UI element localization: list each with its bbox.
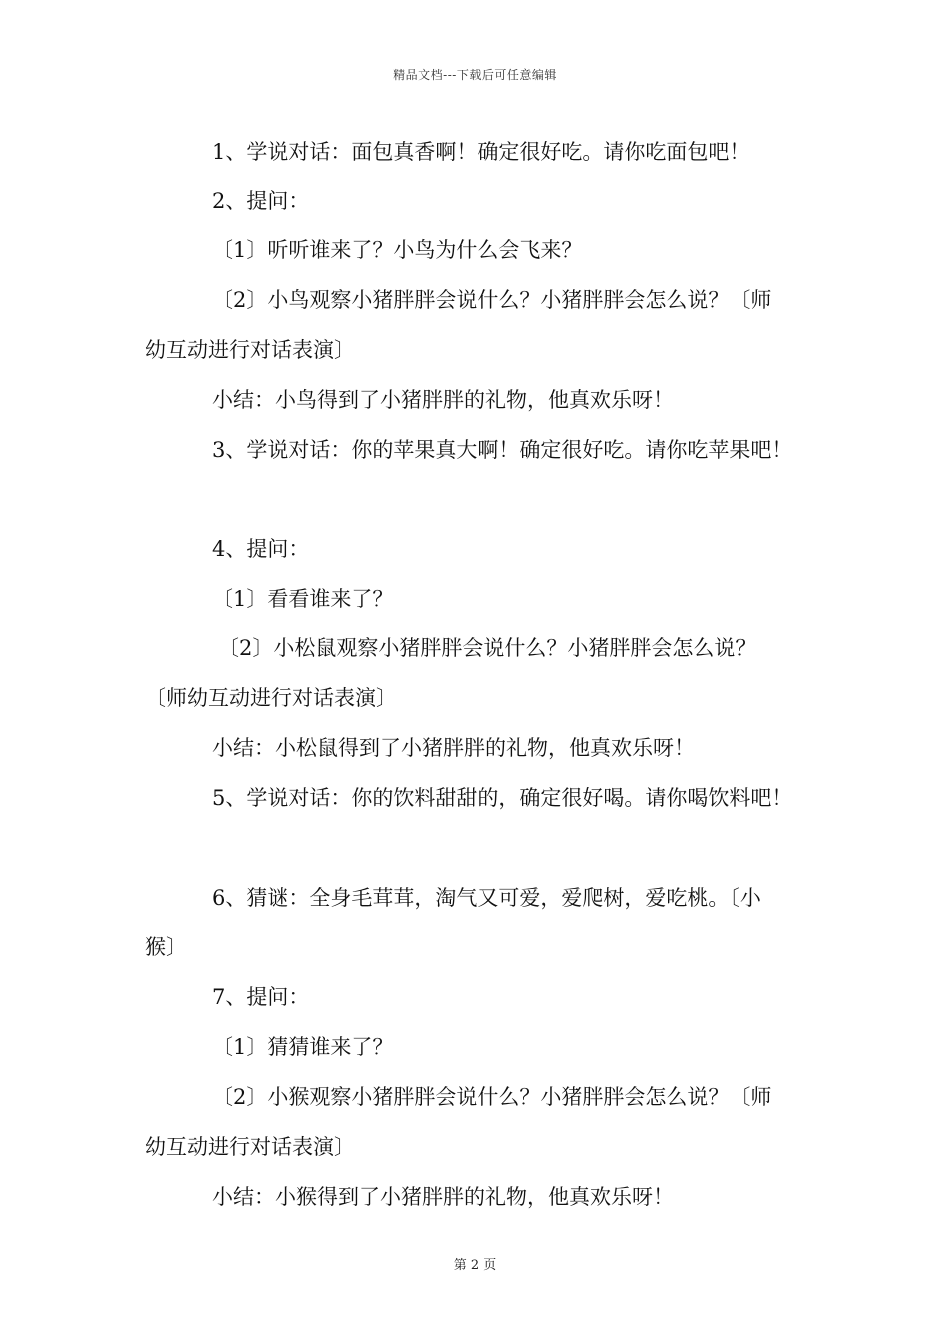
body-line: 5、学说对话：你的饮料甜甜的，确定很好喝。请你喝饮料吧！ — [212, 786, 793, 810]
body-line: 3、学说对话：你的苹果真大啊！确定很好吃。请你吃苹果吧！ — [212, 438, 793, 462]
page-number: 第 2 页 — [453, 1258, 497, 1273]
body-line: 6、猜谜：全身毛茸茸，淘气又可爱，爱爬树，爱吃桃。〔小 — [212, 886, 761, 910]
body-line: 幼互动进行对话表演〕 — [145, 338, 355, 362]
body-line: 〔2〕小猴观察小猪胖胖会说什么？小猪胖胖会怎么说？〔师 — [212, 1085, 772, 1109]
body-line: 猴〕 — [145, 935, 187, 959]
body-line: 〔1〕听听谁来了？小鸟为什么会飞来？ — [212, 238, 583, 262]
body-line: 幼互动进行对话表演〕 — [145, 1135, 355, 1159]
body-line: 〔2〕小鸟观察小猪胖胖会说什么？小猪胖胖会怎么说？〔师 — [212, 288, 772, 312]
body-line: 〔师幼互动进行对话表演〕 — [145, 686, 397, 710]
body-line: 4、提问： — [212, 537, 310, 561]
body-line: 小结：小猴得到了小猪胖胖的礼物，他真欢乐呀！ — [212, 1185, 674, 1209]
body-line: 7、提问： — [212, 985, 310, 1009]
body-line: 小结：小鸟得到了小猪胖胖的礼物，他真欢乐呀！ — [212, 388, 674, 412]
body-line: 小结：小松鼠得到了小猪胖胖的礼物，他真欢乐呀！ — [212, 736, 695, 760]
body-line: 1、学说对话：面包真香啊！确定很好吃。请你吃面包吧！ — [212, 140, 751, 164]
body-line: 2、提问： — [212, 189, 310, 213]
page-header: 精品文档---下载后可任意编辑 — [393, 68, 557, 82]
body-line: 〔1〕看看谁来了？ — [212, 587, 394, 611]
body-line: 〔2〕小松鼠观察小猪胖胖会说什么？小猪胖胖会怎么说？ — [218, 636, 757, 660]
body-line: 〔1〕猜猜谁来了？ — [212, 1035, 394, 1059]
